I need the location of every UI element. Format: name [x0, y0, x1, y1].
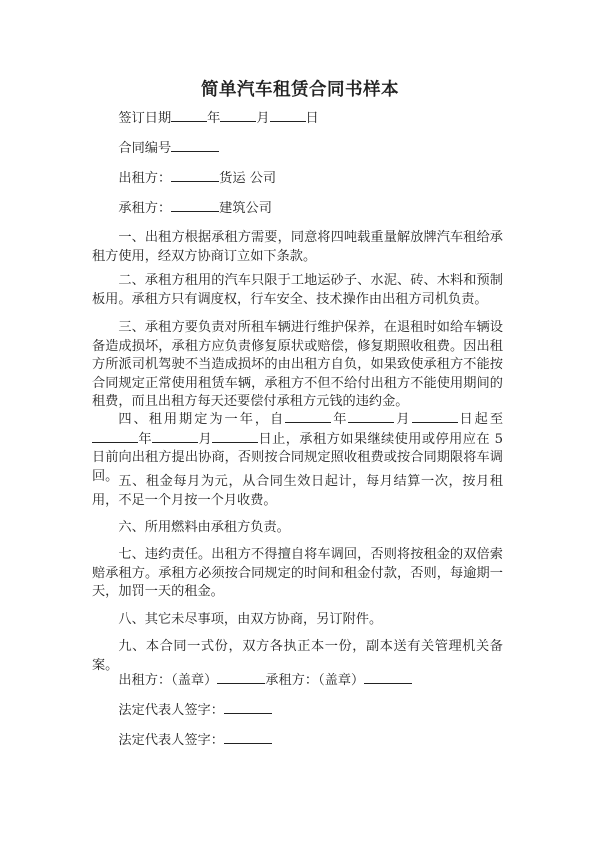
blank[interactable] [212, 430, 258, 443]
label: 法定代表人签字： [118, 703, 224, 718]
clause-6: 六、所用燃料由承租方负责。 [118, 520, 290, 535]
sign-date-line [92, 109, 503, 129]
blank[interactable] [285, 410, 331, 423]
text: 日止，承租方如果继续使用或停用应在 5 日前向出租方提出协商，否则按合同规定照收租费或按合同期限将车调回。 [92, 431, 503, 484]
blank[interactable] [171, 109, 207, 122]
blank[interactable] [171, 169, 219, 182]
contract-number-line [92, 139, 503, 159]
blank[interactable] [152, 430, 198, 443]
seal-line [92, 671, 503, 691]
label: 签订日期 [118, 111, 172, 126]
blank[interactable] [171, 139, 219, 152]
label: 年 [207, 111, 221, 126]
label: 合同编号 [118, 141, 172, 156]
representative-signature-1 [92, 701, 503, 721]
text: 四、租用期定为一年，自 [118, 412, 286, 427]
label: 承租方： [118, 201, 172, 216]
text: 年 [331, 412, 349, 427]
blank[interactable] [412, 410, 458, 423]
label: 货运 公司 [219, 171, 277, 186]
blank[interactable] [220, 109, 256, 122]
signature-blank[interactable] [224, 701, 272, 714]
label: 月 [256, 111, 270, 126]
blank[interactable] [270, 109, 306, 122]
lessee-line [92, 199, 503, 219]
lessor-seal-blank[interactable] [217, 671, 265, 684]
label: 出租方： [118, 171, 172, 186]
blank[interactable] [348, 410, 394, 423]
lessor-line [92, 169, 503, 189]
clause-9: 九、本合同一式份，双方各执正本一份，副本送有关管理机关备案。 [92, 639, 503, 673]
blank[interactable] [171, 199, 219, 212]
label: 出租方：（盖章） [118, 673, 218, 688]
label: 建筑公司 [219, 201, 272, 216]
document-title: 简单汽车租赁合同书样本 [201, 80, 399, 100]
text: 日起至 [457, 412, 504, 427]
clause-2: 二、承租方租用的汽车只限于工地运砂子、水泥、砖、木料和预制板用。承租方只有调度权，行车安全、技术操作由出租方司机负责。 [92, 273, 503, 307]
text: 年 [138, 431, 153, 447]
label: 日 [305, 111, 319, 126]
clause-8: 八、其它未尽事项，由双方协商，另订附件。 [118, 612, 383, 627]
text: 月 [198, 431, 213, 447]
label: 法定代表人签字： [118, 733, 224, 748]
signature-blank[interactable] [224, 731, 272, 744]
lessee-seal-blank[interactable] [364, 671, 412, 684]
label: 承租方：（盖章） [265, 673, 365, 688]
clause-1: 一、出租方根据承租方需要，同意将四吨载重量解放牌汽车租给承租方使用，经双方协商订立如下条款。 [92, 230, 503, 264]
blank[interactable] [92, 430, 138, 443]
clause-5: 五、租金每月为元，从合同生效日起计，每月结算一次，按月租用，不足一个月按一个月收费。 [92, 474, 503, 508]
representative-signature-2 [92, 731, 503, 751]
clause-7: 七、违约责任。出租方不得擅自将车调回，否则将按租金的双倍索赔承租方。承租方必须按合同规定的时间和租金付款，否则，每逾期一天，加罚一天的租金。 [92, 547, 503, 599]
clause-3: 三、承租方要负责对所租车辆进行维护保养，在退租时如给车辆设备造成损坏，承租方应负责修复原状或赔偿，修复期照收租费。因出租方所派司机驾驶不当造成损坏的由出租方自负，如果致使承租方不能按合同规定正常使用租赁车辆，承租方不但不给付出租方不能使用期间的租费，而且出租方每天还要偿付承租方元钱的违约金。 [92, 320, 503, 409]
text: 月 [394, 412, 412, 427]
